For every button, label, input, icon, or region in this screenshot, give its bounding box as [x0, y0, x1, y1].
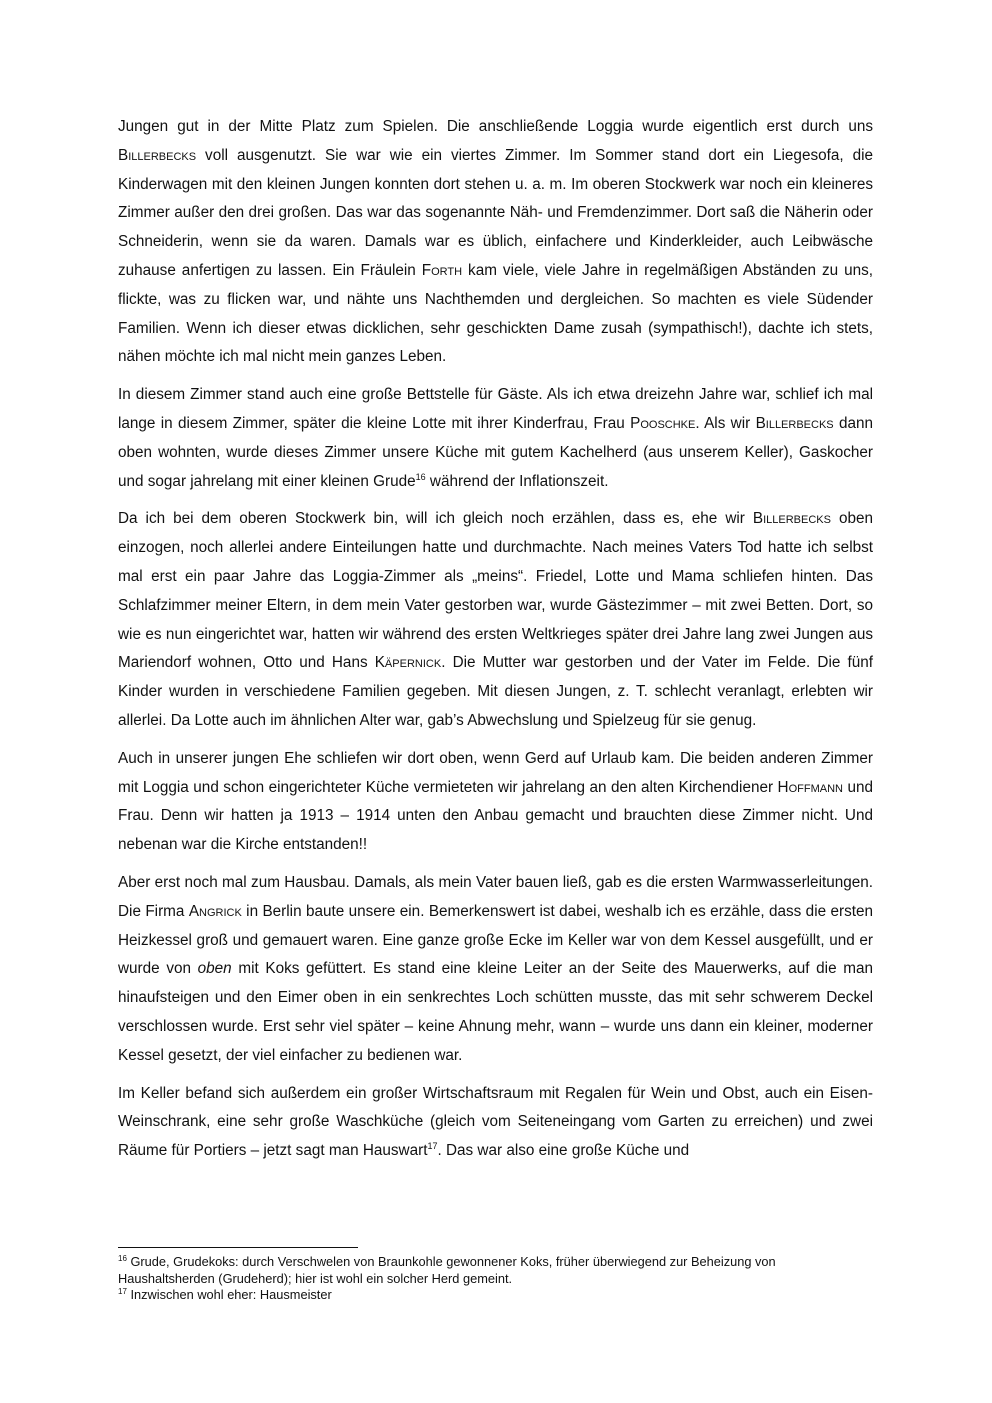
footnote — [118, 1254, 873, 1287]
surname: Billerbecks — [118, 146, 197, 164]
text-run: Auch in unserer jungen Ehe schliefen wir dort oben, wenn Gerd auf Urlaub kam. Die beiden anderen Zimmer mit Loggia und schon eingerichteter Küche vermieteten wir jahrelang an den alten Kirchendiener — [118, 749, 873, 796]
paragraph — [118, 381, 873, 496]
footnote-text: Inzwischen wohl eher: Hausmeister — [126, 1287, 332, 1303]
footnote — [118, 1287, 873, 1304]
footnote-reference: 17 — [427, 1141, 438, 1152]
text-run: dann oben wohnten, wurde dieses Zimmer unsere Küche mit gutem Kachelherd (aus unserem Keller), Gaskocher und sogar jahrelang mit einer kleinen Grude — [118, 414, 874, 490]
surname: Billerbecks — [755, 414, 834, 432]
text-run: In diesem Zimmer stand auch eine große Bettstelle für Gäste. Als ich etwa dreizehn Jahre war, schlief ich mal lange in diesem Zimmer, später die kleine Lotte mit ihrer Kinderfrau, Frau — [118, 386, 873, 432]
text-run: Aber erst noch mal zum Hausbau. Damals, als mein Vater bauen ließ, gab es die ersten Warmwasserleitungen. Die Firma — [118, 873, 873, 920]
paragraph — [118, 869, 873, 1071]
text-run: . Als wir — [695, 414, 756, 432]
paragraph — [118, 745, 873, 860]
paragraph — [118, 113, 873, 372]
text-run: Da ich bei dem oberen Stockwerk bin, will ich gleich noch erzählen, dass es, ehe wir — [118, 510, 753, 528]
surname: Forth — [421, 261, 463, 279]
footnote-reference: 16 — [415, 471, 426, 482]
text-run: voll ausgenutzt. Sie war wie ein viertes Zimmer. Im Sommer stand dort ein Liegesofa, die Kinderwagen mit den kleinen Jungen konnten dort stehen u. a. m. Im oberen Stockwerk war noch ein kleineres Zimmer außer den drei großen. Das war das sogenannte Näh- und Fremdenzimmer. Dort saß die Näherin oder Schneiderin, wenn sie da waren. Damals war es üblich, einfachere und Kinderkleider, auch Leibwäsche zuhause anfertigen zu lassen. Ein Fräulein — [118, 146, 873, 279]
text-run: . Das war also eine große Küche und — [437, 1142, 690, 1160]
surname: Hoffmann — [777, 778, 843, 796]
emphasis: oben — [197, 960, 232, 978]
text-run: mit Koks gefüttert. Es stand eine kleine Leiter an der Seite des Mauerwerks, auf die man hinaufsteigen und den Eimer oben in ein senkrechtes Loch schütten musste, das mit sehr schwerem Deckel verschlossen wurde. Erst sehr viel später – keine Ahnung mehr, wann – wurde uns dann ein kleiner, moderner Kessel gesetzt, der viel einfacher zu bedienen war. — [118, 960, 873, 1064]
footnote-separator — [118, 1247, 358, 1248]
footnote-number: 17 — [118, 1287, 127, 1297]
text-run: oben einzogen, noch allerlei andere Einteilungen hatte und durchmachte. Nach meines Vaters Tod hatte ich selbst mal erst ein paar Jahre das Loggia-Zimmer als „meins“. Friedel, Lotte und Mama schliefen hinten. Das Schlafzimmer meiner Eltern, in dem mein Vater gestorben war, wurde Gästezimmer – mit zwei Betten. Dort, so wie es nun eingerichtet war, hatten wir während des ersten Weltkrieges später drei Jahre lang zwei Jungen aus Mariendorf wohnen, Otto und Hans — [118, 510, 873, 672]
text-run: . Die Mutter war gestorben und der Vater im Felde. Die fünf Kinder wurden in verschiedene Familien gegeben. Mit diesen Jungen, z. T. schlecht veranlagt, erlebten wir allerlei. Da Lotte auch im ähnlichen Alter war, gab’s Abwechslung und Spielzeug für sie genug. — [118, 654, 874, 729]
text-run: Im Keller befand sich außerdem ein großer Wirtschaftsraum mit Regalen für Wein und Obst, auch ein Eisen-Weinschrank, eine sehr große Waschküche (gleich vom Seiteneingang vom Garten zu erreichen) und zwei Räume für Portiers – jetzt sagt man Hauswart — [118, 1084, 873, 1160]
body-text — [118, 113, 873, 1175]
text-run: und Frau. Denn wir hatten ja 1913 – 1914 unten den Anbau gemacht und brauchten diese Zimmer nicht. Und nebenan war die Kirche entstanden!! — [118, 778, 873, 854]
surname: Käpernick — [374, 654, 442, 672]
footnotes — [118, 1254, 873, 1304]
surname: Pooschke — [630, 414, 696, 432]
text-run: Jungen gut in der Mitte Platz zum Spielen. Die anschließende Loggia wurde eigentlich erst durch uns — [118, 118, 873, 135]
footnote-text: Grude, Grudekoks: durch Verschwelen von Braunkohle gewonnener Koks, früher überwiegend zur Beheizung von Haushaltsherden (Grudeherd); hier ist wohl ein solcher Herd gemeint. — [118, 1254, 776, 1286]
text-run: kam viele, viele Jahre in regelmäßigen Abständen zu uns, flickte, was zu flicken war, und nähte uns Nachthemden und dergleichen. So machten es viele Südender Familien. Wenn ich dieser etwas dicklichen, sehr geschickten Dame zusah (sympathisch!), dachte ich stets, nähen möchte ich mal nicht mein ganzes Leben. — [118, 261, 874, 366]
surname: Angrick — [188, 902, 242, 920]
text-run: in Berlin baute unsere ein. Bemerkenswert ist dabei, weshalb ich es erzähle, dass die ersten Heizkessel groß und gemauert waren. Eine ganze große Ecke im Keller war von dem Kessel ausgefüllt, und er wurde von — [118, 902, 873, 978]
paragraph — [118, 1080, 873, 1166]
paragraph — [118, 505, 873, 735]
surname: Billerbecks — [752, 510, 831, 528]
footnote-number: 16 — [118, 1254, 127, 1263]
text-run: während der Inflationszeit. — [425, 472, 609, 490]
